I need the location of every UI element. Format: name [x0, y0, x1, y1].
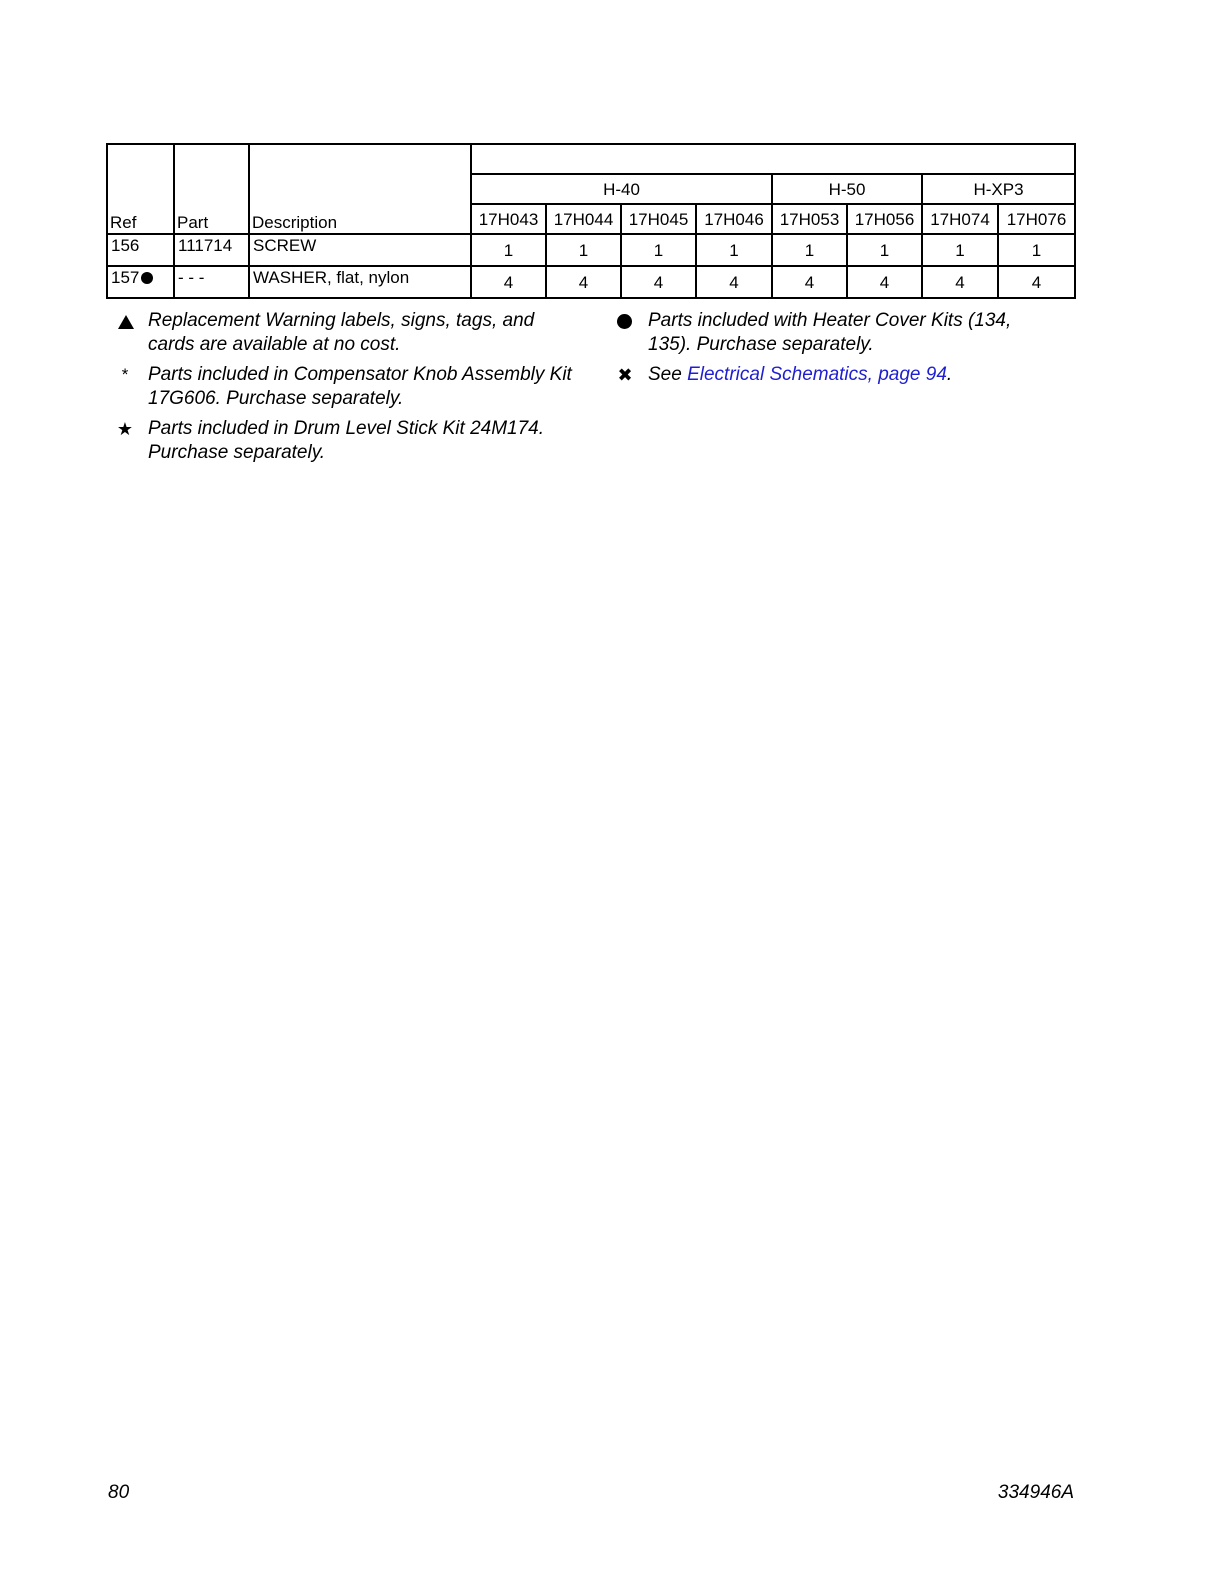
qty-cell: 4	[922, 266, 998, 298]
footnotes-left	[114, 309, 584, 471]
part-header: Part	[174, 144, 249, 234]
description-cell: SCREW	[249, 234, 471, 266]
cross-icon: ✖	[617, 365, 633, 385]
description-header: Description	[249, 144, 471, 234]
ref-value: 157	[111, 268, 140, 287]
model-group-header: H-50	[772, 174, 922, 204]
header-blank-band	[471, 144, 1075, 174]
see-suffix: .	[946, 364, 953, 385]
qty-cell: 1	[696, 234, 772, 266]
part-cell: - - -	[174, 266, 249, 298]
model-code-header: 17H045	[621, 204, 696, 234]
footnote-text: Parts included in Compensator Knob Assembly Kit 17G606. Purchase separately.	[148, 364, 572, 409]
ref-cell	[107, 266, 174, 298]
footnote-warning	[114, 309, 584, 357]
triangle-icon	[118, 315, 134, 329]
model-code-header: 17H056	[847, 204, 922, 234]
qty-cell: 1	[998, 234, 1075, 266]
table-row	[107, 234, 1075, 266]
model-code-header: 17H046	[696, 204, 772, 234]
model-code-header: 17H053	[772, 204, 847, 234]
part-cell: 111714	[174, 234, 249, 266]
footnote-heater	[614, 309, 1054, 357]
model-code-header: 17H074	[922, 204, 998, 234]
model-group-header: H-40	[471, 174, 772, 204]
document-number: 334946A	[997, 1482, 1074, 1503]
page-number: 80	[108, 1482, 130, 1503]
footnote-text: Parts included with Heater Cover Kits (134, 135). Purchase separately.	[648, 310, 1012, 355]
ref-cell	[107, 234, 174, 266]
qty-cell: 4	[471, 266, 546, 298]
qty-cell: 1	[621, 234, 696, 266]
asterisk-icon: *	[121, 365, 129, 384]
qty-cell: 4	[696, 266, 772, 298]
footnote-drum	[114, 417, 584, 465]
footnotes-right	[614, 309, 1054, 393]
heater-cover-kit-marker-icon	[141, 272, 153, 284]
qty-cell: 4	[772, 266, 847, 298]
parts-table	[106, 143, 1076, 299]
table-row	[107, 266, 1075, 298]
qty-cell: 4	[998, 266, 1075, 298]
model-code-header: 17H043	[471, 204, 546, 234]
model-code-header: 17H076	[998, 204, 1075, 234]
footnote-text: Parts included in Drum Level Stick Kit 24M174. Purchase separately.	[148, 418, 545, 463]
electrical-schematics-link[interactable]: Electrical Schematics, page 94	[687, 364, 947, 385]
qty-cell: 4	[546, 266, 621, 298]
see-prefix: See	[648, 364, 682, 385]
qty-cell: 1	[772, 234, 847, 266]
footnote-see	[614, 363, 1054, 387]
qty-cell: 1	[847, 234, 922, 266]
footnote-compensator	[114, 363, 584, 411]
qty-cell: 4	[621, 266, 696, 298]
model-group-header: H-XP3	[922, 174, 1075, 204]
qty-cell: 1	[471, 234, 546, 266]
qty-cell: 4	[847, 266, 922, 298]
qty-cell: 1	[922, 234, 998, 266]
model-code-header: 17H044	[546, 204, 621, 234]
circle-icon	[617, 314, 632, 329]
footnote-text: Replacement Warning labels, signs, tags, and cards are available at no cost.	[148, 310, 535, 355]
ref-header: Ref	[107, 144, 174, 234]
description-cell: WASHER, flat, nylon	[249, 266, 471, 298]
ref-value: 156	[111, 236, 140, 255]
star-icon: ★	[116, 419, 134, 439]
qty-cell: 1	[546, 234, 621, 266]
